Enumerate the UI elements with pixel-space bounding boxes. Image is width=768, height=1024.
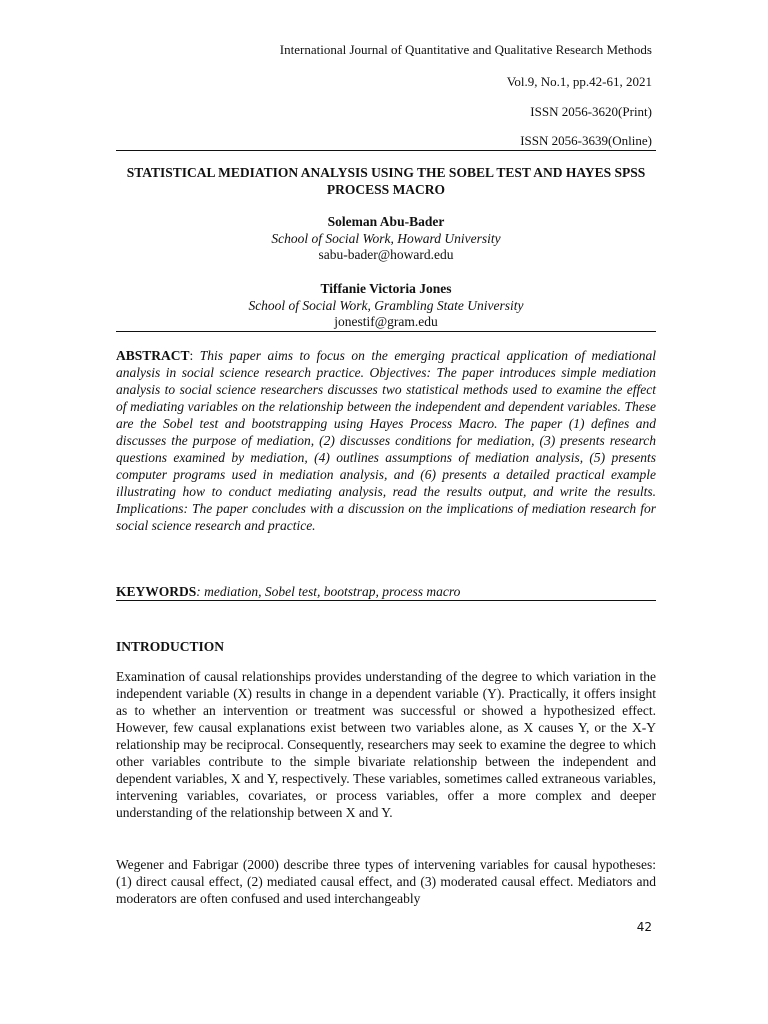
keywords-text: : mediation, Sobel test, bootstrap, process macro bbox=[196, 584, 461, 599]
journal-name: International Journal of Quantitative and Qualitative Research Methods bbox=[279, 42, 652, 57]
paper-title: STATISTICAL MEDIATION ANALYSIS USING THE SOBEL TEST AND HAYES SPSS PROCESS MACRO bbox=[126, 165, 646, 197]
author-name: Soleman Abu-Bader bbox=[327, 214, 445, 229]
abstract-text: This paper aims to focus on the emerging practical application of mediational analysis in social science research practice. Objectives: The paper introduces simple mediation analysis to social science researchers discusses two statistical methods used to examine the effect of mediating variables on the relationship between the independent and dependent variables. These are the Sobel test and bootstrapping using Hayes Process Macro. The paper (1) defines and discusses the purpose of mediation, (2) discusses conditions for mediation, (3) presents research questions examined by mediation, (4) outlines assumptions of mediation analysis, (5) presents computer programs used in mediation analysis, and (6) presents a detailed practical example illustrating how to conduct mediating analysis, read the results output, and write the results. Implications: The paper concludes with a discussion on the implications of mediation research for social science research and practice. bbox=[116, 348, 656, 533]
keywords-bottom-divider bbox=[116, 600, 656, 601]
page-number: 42 bbox=[636, 920, 652, 934]
author-block bbox=[116, 214, 656, 264]
abstract-label: ABSTRACT bbox=[116, 348, 190, 363]
body-paragraph: Examination of causal relationships provides understanding of the degree to which variation in the independent variable (X) results in change in a dependent variable (Y). Practically, it offers insight as to whether an intervention or treatment was successful or showed a hypothesized effect. However, few causal explanations exist between two variables alone, as X causes Y, or the X-Y relationship may be reciprocal. Consequently, researchers may seek to examine the degree to which other variables contribute to the simple bivariate relationship between the independent and dependent variables, X and Y, respectively. These variables, sometimes called extraneous variables, intervening variables, covariates, or process variables, offer a more complex and deeper understanding of the relationship between X and Y. bbox=[116, 669, 656, 820]
abstract bbox=[116, 347, 656, 534]
abstract-colon: : bbox=[189, 348, 200, 363]
author-email: sabu-bader@howard.edu bbox=[318, 247, 454, 262]
author-affiliation: School of Social Work, Grambling State University bbox=[248, 297, 524, 313]
author-email: jonestif@gram.edu bbox=[334, 314, 438, 329]
volume-info: Vol.9, No.1, pp.42-61, 2021 bbox=[506, 74, 652, 89]
author-name: Tiffanie Victoria Jones bbox=[320, 281, 452, 296]
keywords bbox=[116, 583, 656, 600]
issn-online: ISSN 2056-3639(Online) bbox=[520, 133, 652, 148]
author-affiliation: School of Social Work, Howard University bbox=[271, 230, 501, 246]
abstract-top-divider bbox=[116, 331, 656, 332]
section-heading-introduction: INTRODUCTION bbox=[116, 639, 225, 654]
keywords-label: KEYWORDS bbox=[116, 584, 197, 599]
header-divider bbox=[116, 150, 656, 151]
author-block bbox=[116, 281, 656, 331]
body-paragraph: Wegener and Fabrigar (2000) describe three types of intervening variables for causal hypotheses: (1) direct causal effect, (2) mediated causal effect, and (3) moderated causal effect. Mediators and moderators are often confused and used interchangeably bbox=[116, 857, 656, 906]
issn-print: ISSN 2056-3620(Print) bbox=[530, 104, 652, 119]
